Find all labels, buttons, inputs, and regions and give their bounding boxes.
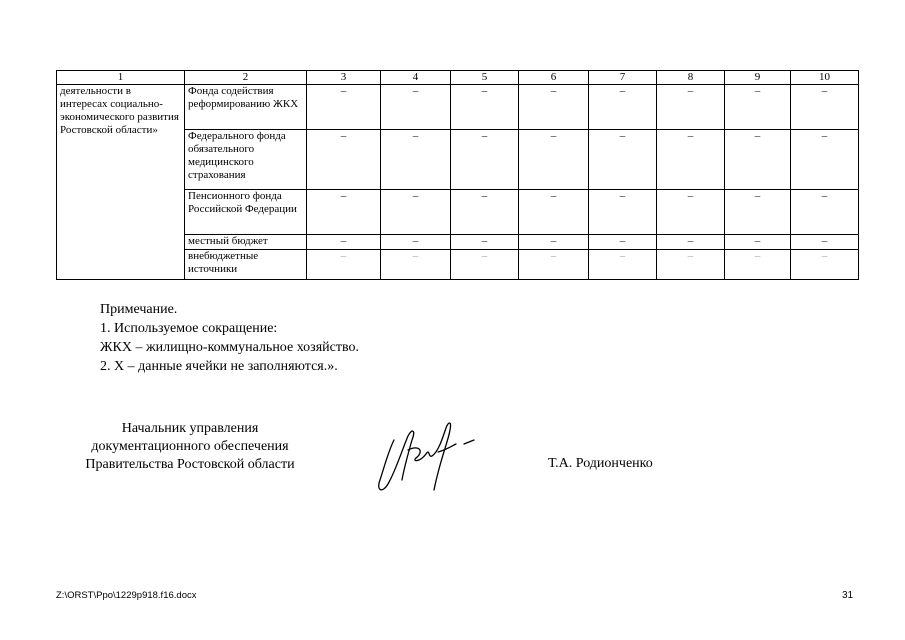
header-cell: 3 (307, 71, 381, 85)
note-line: ЖКХ – жилищно-коммунальное хозяйство. (100, 340, 359, 355)
table-cell: – (381, 190, 451, 235)
header-cell: 7 (589, 71, 657, 85)
source-label-cell: Федерального фонда обязательного медицинского страхования (185, 130, 307, 190)
handwritten-signature (368, 410, 488, 500)
header-cell: 1 (57, 71, 185, 85)
table-cell: – (657, 190, 725, 235)
note-line: 1. Используемое сокращение: (100, 321, 278, 336)
table-cell: – (589, 235, 657, 250)
header-cell: 6 (519, 71, 589, 85)
table-cell: – (791, 85, 859, 130)
note-title: Примечание. (100, 302, 178, 317)
table-cell: – (519, 190, 589, 235)
table-header-row (57, 71, 859, 85)
footnote-block (100, 300, 359, 376)
position-line: Начальник управления (121, 421, 259, 436)
table-cell: – (519, 235, 589, 250)
table-cell: – (451, 130, 519, 190)
table-cell: – (657, 250, 725, 280)
source-label-cell: местный бюджет (185, 235, 307, 250)
table-cell: – (381, 235, 451, 250)
table-cell: – (519, 250, 589, 280)
note-line: 2. Х – данные ячейки не заполняются.». (100, 359, 338, 374)
table-cell: – (725, 85, 791, 130)
header-cell: 10 (791, 71, 859, 85)
signer-name: Т.А. Родионченко (548, 456, 653, 471)
table-cell: – (307, 85, 381, 130)
table-cell: – (791, 235, 859, 250)
table-cell: – (451, 190, 519, 235)
source-label-cell: внебюджетные источники (185, 250, 307, 280)
table-cell: – (657, 85, 725, 130)
table-cell: – (519, 85, 589, 130)
table-cell: – (381, 250, 451, 280)
table-cell: – (307, 190, 381, 235)
table-cell: – (725, 190, 791, 235)
table-cell: – (381, 85, 451, 130)
table-cell: – (451, 250, 519, 280)
table-cell: – (589, 85, 657, 130)
table-row (57, 85, 859, 130)
table-cell: – (791, 190, 859, 235)
file-path: Z:\ORST\Ppo\1229p918.f16.docx (56, 590, 197, 601)
signer-position (40, 420, 340, 474)
header-cell: 2 (185, 71, 307, 85)
table-cell: – (307, 250, 381, 280)
table-cell: – (307, 130, 381, 190)
table-cell: – (725, 130, 791, 190)
table-cell: – (451, 85, 519, 130)
table-cell: – (725, 250, 791, 280)
header-cell: 9 (725, 71, 791, 85)
header-cell: 4 (381, 71, 451, 85)
header-cell: 8 (657, 71, 725, 85)
source-label-cell: Фонда содействия реформированию ЖКХ (185, 85, 307, 130)
table-cell: – (589, 130, 657, 190)
table-cell: – (519, 130, 589, 190)
table-cell: – (381, 130, 451, 190)
source-label-cell: Пенсионного фонда Российской Федерации (185, 190, 307, 235)
table-cell: – (451, 235, 519, 250)
header-cell: 5 (451, 71, 519, 85)
table-cell: – (725, 235, 791, 250)
budget-table (56, 70, 859, 280)
table-cell: – (307, 235, 381, 250)
table-cell: – (657, 235, 725, 250)
page-number: 31 (842, 590, 854, 601)
table-cell: – (791, 130, 859, 190)
table-cell: – (791, 250, 859, 280)
table-cell: – (657, 130, 725, 190)
position-line: документационного обеспечения (91, 439, 289, 454)
table-cell: – (589, 190, 657, 235)
program-name-cell: деятельности в интересах социально-экономического развития Ростовской области» (57, 85, 185, 280)
position-line: Правительства Ростовской области (85, 457, 295, 472)
table-cell: – (589, 250, 657, 280)
